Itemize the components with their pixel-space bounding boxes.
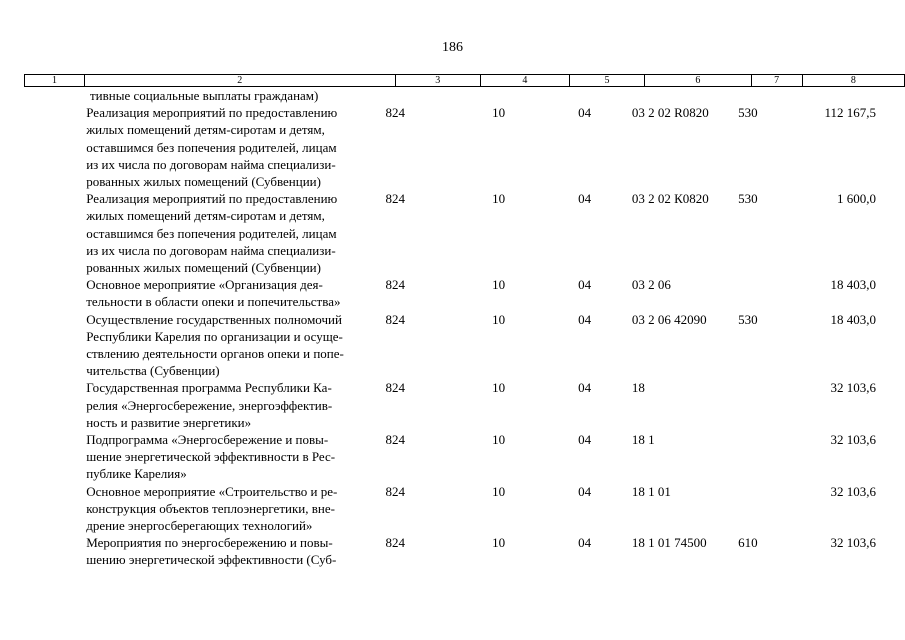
subsection-code: 04 bbox=[578, 105, 592, 121]
page-number: 186 bbox=[442, 40, 463, 55]
column-number-7: 7 bbox=[751, 75, 802, 87]
section-code: 10 bbox=[492, 432, 506, 448]
column-number-header bbox=[24, 74, 905, 87]
table-row bbox=[24, 276, 880, 310]
row-description: Мероприятия по энергосбережению и повы- шению энергетической эффективности (Суб- bbox=[86, 535, 337, 568]
target-article-code: 03 2 02 R0820 bbox=[631, 105, 709, 121]
target-article-code: 03 2 06 42090 bbox=[631, 311, 707, 327]
ministry-code: 824 bbox=[385, 311, 406, 327]
row-description: Основное мероприятие «Организация дея- тельности в области опеки и попечительства» bbox=[86, 277, 341, 310]
subsection-code: 04 bbox=[578, 311, 592, 327]
column-number-3: 3 bbox=[395, 75, 481, 87]
column-number-2: 2 bbox=[85, 75, 396, 87]
amount: 32 103,6 bbox=[830, 380, 876, 396]
expense-type-code: 530 bbox=[738, 311, 758, 327]
expense-type-code bbox=[733, 483, 782, 535]
ministry-code: 824 bbox=[385, 105, 406, 121]
table-row bbox=[24, 431, 880, 483]
column-number-4: 4 bbox=[481, 75, 570, 87]
target-article-code: 03 2 02 К0820 bbox=[631, 191, 709, 207]
ministry-code: 824 bbox=[385, 432, 406, 448]
amount: 112 167,5 bbox=[824, 105, 876, 121]
expense-type-code: 530 bbox=[738, 191, 758, 207]
table-row bbox=[24, 190, 880, 276]
target-article-code: 18 1 01 74500 bbox=[631, 535, 707, 551]
section-code: 10 bbox=[492, 380, 506, 396]
table-row bbox=[24, 104, 880, 190]
ministry-code: 824 bbox=[385, 191, 406, 207]
section-code: 10 bbox=[492, 105, 506, 121]
target-article-code: 18 bbox=[631, 380, 645, 396]
table-row bbox=[24, 379, 880, 431]
subsection-code: 04 bbox=[578, 432, 592, 448]
amount: 32 103,6 bbox=[830, 432, 876, 448]
continued-text-line: тивные социальные выплаты гражданам) bbox=[90, 88, 319, 103]
table-row bbox=[24, 311, 880, 380]
row-description: Подпрограмма «Энергосбережение и повы- шение энергетической эффективности в Рес- публике Карелия» bbox=[86, 432, 336, 482]
ministry-code: 824 bbox=[385, 483, 406, 499]
target-article-code: 18 1 bbox=[631, 432, 655, 448]
table-row bbox=[24, 483, 880, 535]
subsection-code: 04 bbox=[578, 535, 592, 551]
expense-type-code bbox=[733, 276, 782, 310]
expense-type-code: 530 bbox=[738, 105, 758, 121]
amount: 18 403,0 bbox=[830, 277, 876, 293]
target-article-code: 18 1 01 bbox=[631, 483, 671, 499]
section-code: 10 bbox=[492, 535, 506, 551]
row-description: Основное мероприятие «Строительство и ре- конструкция объектов теплоэнергетики, вне- дрение энергосберегающих технологий» bbox=[86, 483, 338, 534]
amount: 32 103,6 bbox=[830, 483, 876, 499]
target-article-code: 03 2 06 bbox=[631, 277, 671, 293]
row-description: Государственная программа Республики Ка- релия «Энергосбережение, энергоэффектив- ность и развитие энергетики» bbox=[86, 380, 333, 430]
column-number-8: 8 bbox=[802, 75, 904, 87]
section-code: 10 bbox=[492, 277, 506, 293]
table-row bbox=[24, 534, 880, 568]
column-number-6: 6 bbox=[645, 75, 751, 87]
column-number-1: 1 bbox=[25, 75, 85, 87]
row-description: Реализация мероприятий по предоставлению жилых помещений детям-сиротам и детям, оставшимся без попечения родителей, лицам из их числа по договорам найма специализи- рованных жилых помещений (Субвенции) bbox=[86, 105, 338, 190]
amount: 1 600,0 bbox=[837, 191, 876, 207]
subsection-code: 04 bbox=[578, 191, 592, 207]
expense-type-code: 610 bbox=[738, 535, 758, 551]
row-description: Реализация мероприятий по предоставлению жилых помещений детям-сиротам и детям, оставшимся без попечения родителей, лицам из их числа по договорам найма специализи- рованных жилых помещений (Субвенции) bbox=[86, 191, 338, 276]
section-code: 10 bbox=[492, 311, 506, 327]
section-code: 10 bbox=[492, 483, 506, 499]
budget-table-body bbox=[24, 87, 880, 569]
ministry-code: 824 bbox=[385, 380, 406, 396]
subsection-code: 04 bbox=[578, 277, 592, 293]
amount: 18 403,0 bbox=[830, 311, 876, 327]
column-number-5: 5 bbox=[569, 75, 645, 87]
ministry-code: 824 bbox=[385, 277, 406, 293]
row-description: Осуществление государственных полномочий Республики Карелия по организации и осуще- ствлению деятельности органов опеки и попе- чительства (Субвенции) bbox=[86, 311, 344, 379]
expense-type-code bbox=[733, 379, 782, 431]
section-code: 10 bbox=[492, 191, 506, 207]
amount: 32 103,6 bbox=[830, 535, 876, 551]
subsection-code: 04 bbox=[578, 380, 592, 396]
ministry-code: 824 bbox=[385, 535, 406, 551]
subsection-code: 04 bbox=[578, 483, 592, 499]
expense-type-code bbox=[733, 431, 782, 483]
